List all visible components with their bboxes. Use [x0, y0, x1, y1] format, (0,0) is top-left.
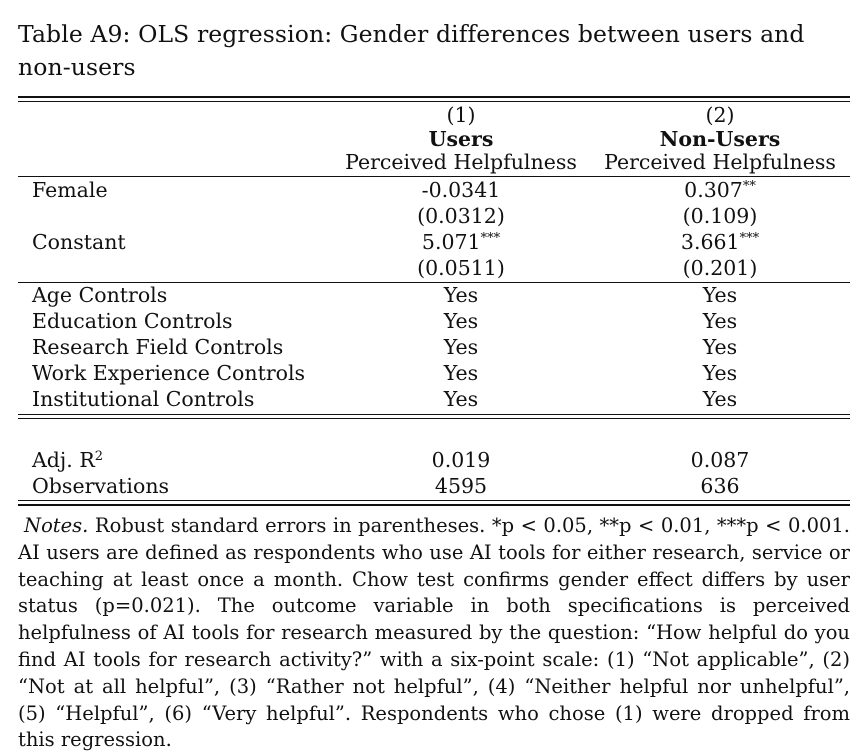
controls-rule-second: [18, 418, 850, 419]
row-label-female: Female: [32, 178, 108, 202]
bottom-rule: [18, 504, 850, 506]
row-label-constant: Constant: [32, 230, 126, 254]
row-label-research-field-controls: Research Field Controls: [32, 335, 284, 359]
bottom-rule-inner: [18, 500, 850, 501]
research-field-controls-col2: Yes: [702, 335, 738, 359]
female-se-col1: (0.0312): [417, 204, 505, 228]
education-controls-col1: Yes: [443, 309, 479, 333]
constant-coef-col1: 5.071***: [421, 230, 501, 254]
table-notes: [18, 513, 850, 754]
col2-dependent: Perceived Helpfulness: [604, 150, 836, 174]
col1-group: Users: [428, 127, 494, 151]
observations-col2: 636: [700, 474, 740, 498]
observations-col1: 4595: [434, 474, 488, 498]
header-rule: [18, 176, 850, 177]
constant-se-col2: (0.201): [682, 256, 758, 280]
notes-heading: Notes.: [24, 514, 89, 537]
notes-body: AI users are defined as respondents who use AI tools for either research, service or teaching at least once a month. Chow test confirms gender effect differs by user status (p=0.021). The outcome variable in both specifications is perceived helpfulness of AI tools for research measured by the question: “How helpful do you find AI tools for research activity?” with a six-point scale: (1) “Not applicable”, (2) “Not at all helpful”, (3) “Rather not helpful”, (4) “Neither helpful nor unhelpful”, (5) “Helpful”, (6) “Very helpful”. Respondents who chose (1) were dropped from this regression.: [18, 540, 850, 752]
work-experience-controls-col1: Yes: [443, 361, 479, 385]
row-label-education-controls: Education Controls: [32, 309, 233, 333]
constant-coef-col2: 3.661***: [680, 230, 760, 254]
row-label-observations: Observations: [32, 474, 170, 498]
education-controls-col2: Yes: [702, 309, 738, 333]
row-label-age-controls: Age Controls: [32, 283, 168, 307]
row-label-institutional-controls: Institutional Controls: [32, 387, 255, 411]
female-coef-col1: -0.0341: [421, 178, 501, 202]
col2-group: Non-Users: [659, 127, 781, 151]
institutional-controls-col1: Yes: [443, 387, 479, 411]
adj-r2-col1: 0.019: [431, 448, 491, 472]
col1-dependent: Perceived Helpfulness: [345, 150, 577, 174]
research-field-controls-col1: Yes: [443, 335, 479, 359]
col2-number: (2): [705, 103, 735, 127]
row-label-adj-r2: Adj. $R^2$: [32, 448, 104, 472]
constant-se-col1: (0.0511): [417, 256, 505, 280]
col1-number: (1): [446, 103, 476, 127]
age-controls-col2: Yes: [702, 283, 738, 307]
row-label-work-experience-controls: Work Experience Controls: [32, 361, 306, 385]
work-experience-controls-col2: Yes: [702, 361, 738, 385]
notes-significance: Robust standard errors in parentheses. *p < 0.05, **p < 0.01, ***p < 0.001.: [94, 514, 851, 537]
table-caption: Table A9: OLS regression: Gender differences between users and non-users: [18, 20, 805, 81]
female-se-col2: (0.109): [682, 204, 758, 228]
adj-r2-col2: 0.087: [690, 448, 750, 472]
controls-rule: [18, 414, 850, 415]
institutional-controls-col2: Yes: [702, 387, 738, 411]
top-rule-inner: [18, 101, 850, 102]
top-rule: [18, 96, 850, 98]
age-controls-col1: Yes: [443, 283, 479, 307]
female-coef-col2: 0.307**: [684, 178, 756, 202]
